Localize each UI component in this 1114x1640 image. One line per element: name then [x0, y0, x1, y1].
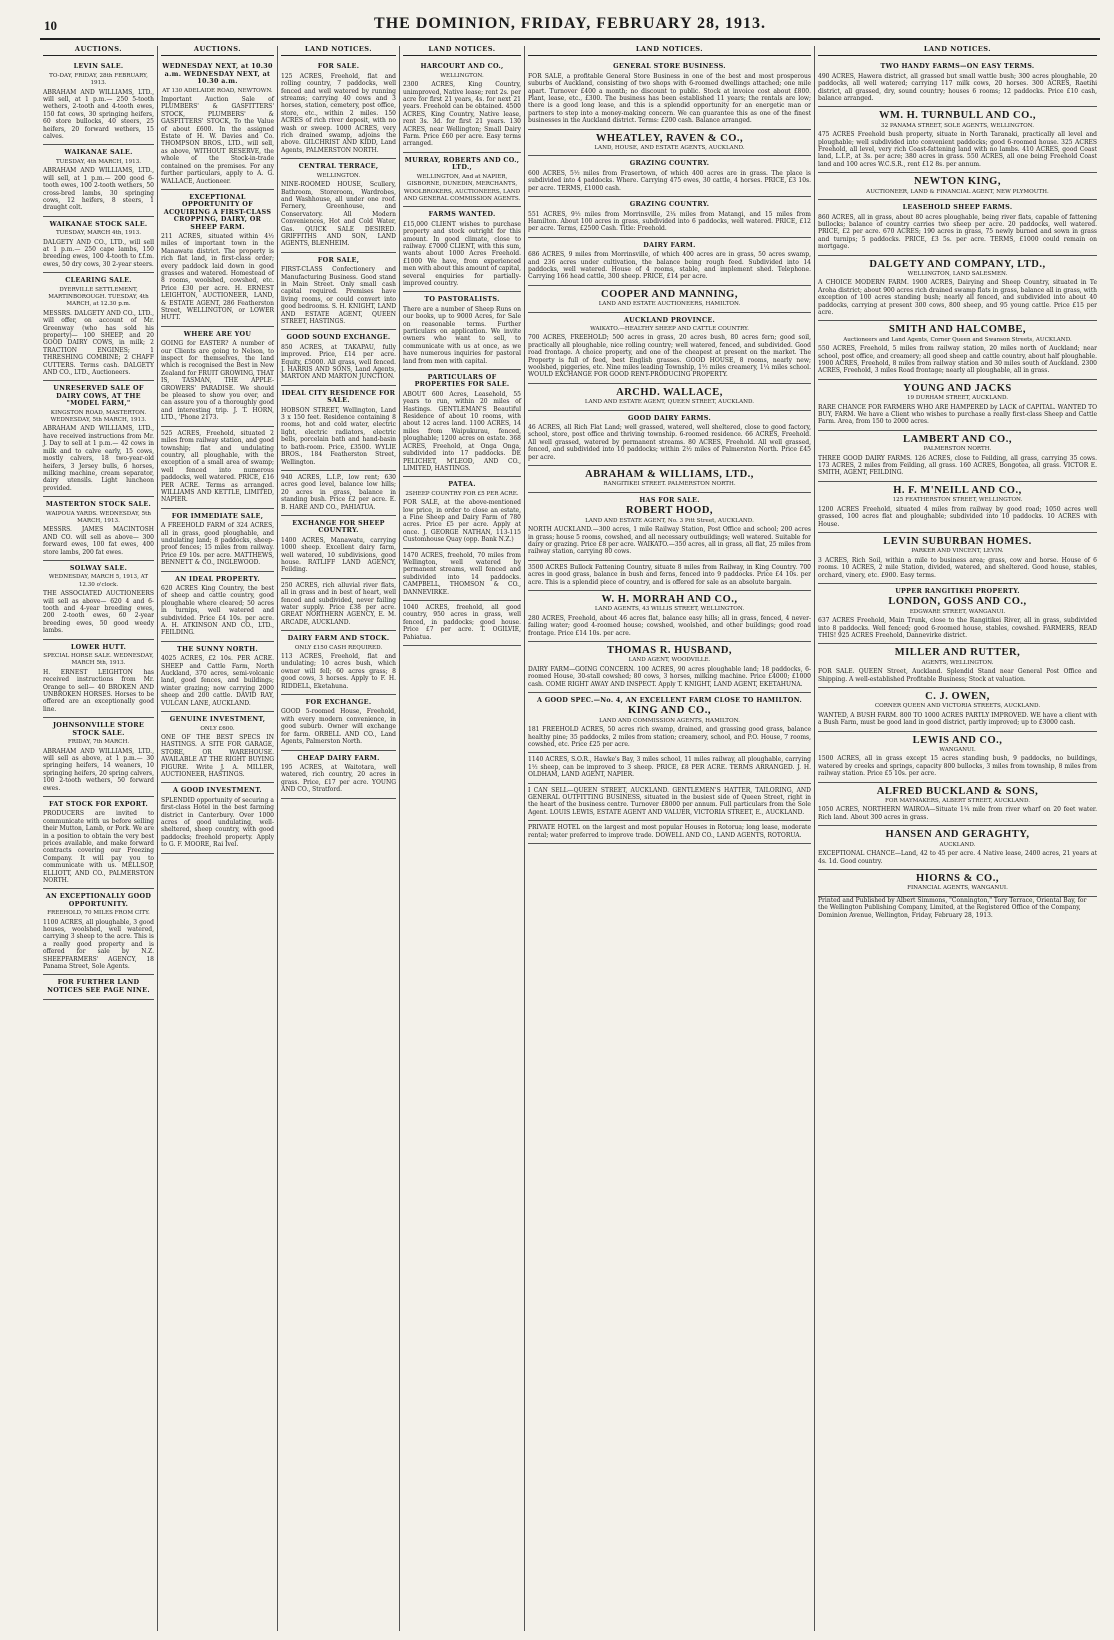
ad-heading: A GOOD SPEC.—No. 4, AN EXCELLENT FARM CLOSE TO HAMILTON.	[536, 696, 803, 704]
ad-subheading: TUESDAY, MARCH 4th, 1913.	[55, 230, 142, 237]
ad-heading: TO PASTORALISTS.	[424, 295, 500, 304]
advertisement	[403, 153, 521, 207]
ad-body: A CHOICE MODERN FARM. 1900 ACRES, Dairying and Sheep Country, situated in Te Aroha district; about 900 acres rich drained swamp flats in grass, balance all in grass, with exception of 100 acres standing bush; nearly all fenced, and subdivided into about 40 paddocks, carrying at present 300 cows, 800 sheep, and 95 young cattle. Price £15 per acre.	[818, 279, 1097, 316]
ad-heading: GENUINE INVESTMENT,	[169, 715, 266, 724]
ad-firm-name: THOMAS R. HUSBAND,	[606, 644, 733, 656]
ad-body: 620 ACRES King Country, the best of sheep and cattle country, good ploughable where cleared; 50 acres in turnips, well watered and subdivided. Price £4 10s. per acre. A. H. ATKINSON AND CO., LTD., FEILDING.	[161, 585, 274, 637]
ad-subheading: FREEHOLD, 70 MILES FROM CITY.	[47, 910, 150, 917]
ad-subheading: LAND AND COMMISSION AGENTS, HAMILTON.	[599, 717, 740, 724]
advertisement	[528, 197, 811, 238]
column-auctions-2	[158, 46, 278, 1631]
ad-subheading: LAND AGENT, WOODVILLE.	[628, 657, 711, 664]
ad-firm-name: ABRAHAM & WILLIAMS, LTD.,	[585, 469, 754, 481]
ad-heading: A GOOD INVESTMENT.	[173, 786, 262, 795]
ad-subheading: TUESDAY, 4th MARCH, 1913.	[55, 158, 142, 165]
advertisement	[818, 826, 1097, 870]
ad-firm-name: SMITH AND HALCOMBE,	[889, 324, 1026, 336]
ad-body: There are a number of Sheep Runs on our books, up to 9000 Acres, for Sale on reasonable terms. Further particulars on application. We invite owners who want to sell, to communicate with us at once, as we have numerous inquiries for pastoral land from men with capital.	[403, 305, 521, 365]
ad-body: FOR SALE, at the above-mentioned low price, in order to close an estate, a Fine Sheep and Dairy Farm of 780 acres. Price £5 per acre. Apply at once. J. GEORGE NATHAN, 113-115 Customhouse Quay (opp. Bank N.Z.)	[403, 499, 521, 544]
ad-heading: GENERAL STORE BUSINESS.	[613, 62, 726, 71]
ad-body: FIRST-CLASS Confectionery and Manufacturing Business. Good stand in Main Street. Only small cash capital required. Premises have living rooms, or could convert into good bedrooms. S. H. KNIGHT, LAND AND ESTATE AGENT, QUEEN STREET, HASTINGS.	[281, 266, 396, 325]
ad-body: 860 ACRES, all in grass, about 80 acres ploughable, being river flats, capable of fattening bullocks; balance of country carries two sheep per acre. 20 paddocks, well watered. PRICE, £2 per acre. 670 ACRES; 190 acres in grass, 75 newly burned and sown in grass and turnips; 5 paddocks. PRICE, £3 5s. per acre. TERMS, £1000 could remain on mortgage.	[818, 213, 1097, 251]
ad-heading: GRAZING COUNTRY.	[629, 200, 710, 209]
ad-body: ABRAHAM AND WILLIAMS, LTD., will sell as above, at 1 p.m.— 30 springing heifers, 14 weaners, 10 springing heifers, 20 spring calvers, 100 2-tooth wethers, 50 forward ewes.	[43, 747, 154, 792]
column-heading: LAND NOTICES.	[528, 46, 811, 56]
column-land-notices-wide	[525, 46, 815, 1631]
advertisement	[818, 256, 1097, 322]
ad-firm-name: HANSEN AND GERAGHTY,	[885, 829, 1030, 841]
ad-heading: CLEARING SALE.	[65, 276, 132, 285]
ad-body: 550 ACRES, Freehold, 5 miles from railway station, 20 miles north of Auckland; near school, post office, and creamery; all good sheep and cattle country, about half ploughable. 1900 ACRES, Freehold, 8 miles from railway station and 30 miles south of Auckland. 2300 ACRES, Freehold, 3 miles Road frontage; nearly all ploughable, all in grass.	[818, 345, 1097, 375]
page-title: THE DOMINION, FRIDAY, FEBRUARY 28, 1913.	[374, 15, 766, 32]
ad-body: 686 ACRES, 9 miles from Morrinsville, of which 400 acres are in grass, 50 acres swamp, and 236 acres under cultivation, the balance being rough feed. Subdivided into 14 paddocks, well watered. House of 4 rooms, stable, and implement shed. Telephone. Carrying 166 head cattle, 300 sheep. PRICE, £14 per acre.	[528, 251, 811, 281]
ad-body: ABRAHAM AND WILLIAMS, LTD., will sell, at 1 p.m.— 200 good 6-tooth ewes, 100 2-tooth wethers, 50 cross-bred lambs, 30 springing cows, 12 heifers, 8 steers, 1 draught colt.	[43, 167, 154, 212]
ad-heading: WEDNESDAY NEXT, at 10.30 a.m. WEDNESDAY NEXT, at 10.30 a.m.	[162, 62, 273, 86]
ad-body: 1500 ACRES, all in grass except 15 acres standing bush, 9 paddocks, no buildings, watered by creeks and springs, capacity 800 bullocks, 3 miles from township, 8 miles from railway station. Price £5 10s. per acre.	[818, 755, 1097, 778]
ad-subheading: AUCTIONEER, LAND & FINANCIAL AGENT, NEW PLYMOUTH.	[866, 188, 1049, 195]
advertisement	[818, 107, 1097, 173]
advertisement	[528, 466, 811, 493]
ad-heading: DAIRY FARM.	[643, 240, 696, 249]
ad-heading: EXCEPTIONAL OPPORTUNITY OF ACQUIRING A FIRST-CLASS CROPPING, DAIRY, OR SHEEP FARM.	[163, 192, 272, 231]
advertisement	[403, 207, 521, 292]
ad-body: PRIVATE HOTEL on the largest and most popular Houses in Rotorua; long lease, moderate rental; water preferred to improve trade. DOWELL AND CO., LAND AGENTS, ROTORUA.	[528, 824, 811, 839]
ad-heading: FARMS WANTED.	[428, 210, 496, 219]
ad-body: 125 ACRES, Freehold, flat and rolling country, 7 paddocks, well fenced and well watered by running streams; carrying 40 cows and 3 horses, station, cemetery, post office, store, etc., within 2 miles. 150 ACRES of rich river deposit, with no wash or sweep. 1000 ACRES, very rich drained swamp, adjoins the above. GILCHRIST AND KIDD, Land Agents, PALMERSTON NORTH.	[281, 72, 396, 154]
ad-heading: LEASEHOLD SHEEP FARMS.	[902, 203, 1013, 212]
advertisement	[528, 286, 811, 313]
advertisement	[161, 509, 274, 572]
page-number: 10	[44, 18, 57, 33]
ad-body: 1050 ACRES, NORTHERN WAIROA—Situate 1¼ mile from river wharf on 20 feet water. Rich land. About 300 acres in grass.	[818, 806, 1097, 821]
advertisement	[818, 59, 1097, 107]
ad-subheading: AUCKLAND.	[939, 841, 976, 848]
ad-body: 46 ACRES, all Rich Flat Land; well grassed, watered, well sheltered, close to good factory, school, store, post office and thriving township. 6-roomed residence. 66 ACRES, Freehold. All well grassed, watered by permanent streams. 80 ACRES, Freehold. All well grassed, fenced, and subdivided into 10 paddocks; within 2½ miles of Palmerston North. Price £45 per acre.	[528, 424, 811, 461]
ad-body: GOOD 5-roomed House, Freehold, with every modern convenience, in good suburb. Owner will exchange for farm. ORBELL AND CO., Land Agents, Palmerston North.	[281, 708, 396, 746]
advertisement	[818, 533, 1097, 584]
ad-body: I CAN SELL—QUEEN STREET, AUCKLAND. GENTLEMEN'S HATTER, TAILORING, AND GENERAL OUTFITTING BUSINESS, situated in the busiest side of Queen Street, right in the heart of the business centre. Turnover £8000 per annum. Full particulars from the Sole Agent. LOUIS LEWIS, ESTATE AGENT AND VALUER, VICTORIA STREET, E., AUCKLAND.	[528, 786, 811, 816]
ad-body: A FREEHOLD FARM of 324 ACRES, all in grass, good ploughable, and undulating land; 8 paddocks, sheep-proof fences; 15 miles from railway. Price £9 10s. per acre. MATTHEWS, BENNETT & CO., INGLEWOOD.	[161, 522, 274, 567]
ad-subheading: PARKER AND VINCENT, LEVIN.	[911, 548, 1004, 555]
ad-heading: MURRAY, ROBERTS AND CO., LTD.,	[404, 155, 520, 172]
ad-subheading: RANGITIKEI STREET. PALMERSTON NORTH.	[603, 481, 736, 488]
ad-body: ABRAHAM AND WILLIAMS, LTD., have received instructions from Mr. J. Day to sell at 1 p.m.— 42 cows in milk and to calve early, 15 cows, mostly calvers, 18 two-year-old heifers, 3 Jersey bulls, 6 horses, milking machine, cream separator, dairy utensils. Light luncheon provided.	[43, 425, 154, 492]
ad-body: ABOUT 600 Acres, Leasehold, 55 years to run, within 20 miles of Hastings. GENTLEMAN'S Beautiful Residence of about 10 rooms, with about 12 acres land. 1100 ACRES, 14 miles from Waipukurau, fenced, ploughable; 1200 acres on estate. 368 ACRES, Freehold, at Onga Onga, subdivided into 17 paddocks. DE PELICHET, M'LEOD, AND CO., LIMITED, HASTINGS.	[403, 390, 521, 472]
ad-heading: GRAZING COUNTRY.	[629, 159, 710, 168]
advertisement	[818, 783, 1097, 827]
ad-body: 700 ACRES, FREEHOLD; 500 acres in grass, 20 acres bush, 80 acres fern; good soil, practically all ploughable, nice rolling country; well watered, fenced, and subdivided. Good road frontage. A choice property, and one of the cheapest at present on the market. The Property is full of feed, best English grasses. GOOD HOUSE, 8 rooms, nearly new; woolshed, piggeries, etc. Nine miles leading Township, 1½ miles creamery, 1¼ miles school. WOULD EXCHANGE FOR GOOD RENT-PRODUCING PROPERTY.	[528, 334, 811, 379]
advertisement	[281, 59, 396, 159]
ad-body: 3500 ACRES Bullock Fattening Country, situate 8 miles from Railway, in King Country. 700 acres in good grass, balance in bush and ferns, fenced into 9 paddocks. Price £4 10s. per acre. This is a splendid piece of country, and is offered for sale as an absolute bargain.	[528, 563, 811, 586]
ad-subheading: LAND, HOUSE, AND ESTATE AGENTS, AUCKLAND.	[594, 145, 745, 152]
advertisement	[43, 217, 154, 273]
ad-body: £15,000 CLIENT wishes to purchase property and stock outright for this amount. In good climate, close to railway. £7000 CLIENT, with this sum, wants about 1000 Acres Freehold. £1000 We have, from experienced men with about this amount of capital, several enquiries for partially-improved country.	[403, 220, 521, 287]
ad-heading: HARCOURT AND CO.,	[420, 62, 504, 71]
ad-subheading: 125 FEATHERSTON STREET, WELLINGTON.	[892, 497, 1023, 504]
ad-heading: FOR IMMEDIATE SALE,	[171, 511, 264, 520]
advertisement	[281, 159, 396, 252]
advertisement	[818, 200, 1097, 255]
column-heading: AUCTIONS.	[161, 46, 274, 56]
ad-subheading: TO-DAY, FRIDAY, 28th FEBRUARY, 1913.	[49, 72, 148, 87]
advertisement	[161, 59, 274, 190]
imprint: Printed and Published by Albert Simmons, "Connington," Tory Terrace, Oriental Bay, for the Wellington Publishing Company, Limited, at the Registered Office of the Company, Dominion Avenue, Wellington, Friday, February 28, 1913.	[818, 896, 1087, 919]
ad-body: 1470 ACRES, freehold, 70 miles from Wellington, well watered by permanent streams, well fenced and subdivided into 14 paddocks. CAMPBELL, THOMSON & CO., DANNEVIRKE.	[403, 551, 521, 596]
ad-heading: FOR SALE,	[317, 255, 360, 264]
ad-subheading: FRIDAY, 7th MARCH.	[67, 739, 130, 746]
ad-subheading: 32 PANAMA STREET, SOLE AGENTS, WELLINGTON.	[881, 122, 1034, 129]
advertisement	[528, 313, 811, 384]
column-heading: LAND NOTICES.	[818, 46, 1097, 56]
advertisement	[281, 751, 396, 799]
ad-body: 1400 ACRES, Manawatu, carrying 1000 sheep. Excellent dairy farm, well watered, 10 subdivisions, good house. RATLIFF LAND AGENCY, Feilding.	[281, 536, 396, 574]
advertisement	[403, 292, 521, 370]
ad-subheading: 19 DURHAM STREET, AUCKLAND.	[906, 395, 1009, 402]
ad-subheading: ONLY £150 CASH REQUIRED.	[294, 644, 383, 651]
ad-heading: UNRESERVED SALE OF DAIRY COWS, AT THE "MODEL FARM,"	[53, 384, 144, 408]
column-heading: AUCTIONS.	[43, 46, 154, 56]
advertisement	[403, 601, 521, 646]
ad-body: DAIRY FARM—GOING CONCERN. 100 ACRES, 90 acres ploughable land; 18 paddocks, 6-roomed House, 30-stall cowshed; 80 cows, 3 horses, milking machine. Price £4000; £1000 cash. COME RIGHT AWAY AND INSPECT. Apply T. KNIGHT, LAND AGENT, EKETAHUNA.	[528, 665, 811, 688]
ad-heading: CENTRAL TERRACE,	[298, 162, 379, 171]
advertisement	[43, 718, 154, 797]
ad-subheading: LAND AND ESTATE AGENT, QUEEN STREET, AUCKLAND.	[584, 399, 755, 406]
advertisement	[403, 370, 521, 477]
ad-heading: IDEAL CITY RESIDENCE FOR SALE.	[281, 388, 396, 405]
ad-heading: CHEAP DAIRY FARM.	[297, 753, 380, 762]
ad-body: 600 ACRES, 5½ miles from Frasertown, of which 400 acres are in grass. The place is subdivided into 4 paddocks. Where. Carrying 475 ewes, 30 cattle, 4 horses. PRICE, £3 10s. per acre. TERMS, £1000 cash.	[528, 169, 811, 192]
ad-body: 637 ACRES Freehold, Main Trunk, close to the Rangitikei River, all in grass, subdivided into 8 paddocks. Well fenced; good 6-roomed house, stables, cowshed. FARMERS, READ THIS! 925 ACRES Freehold, Dannevirke district.	[818, 617, 1097, 639]
advertisement	[43, 561, 154, 640]
advertisement	[528, 493, 811, 561]
ad-heading: AUCKLAND PROVINCE.	[623, 315, 716, 324]
ad-firm-name: DALGETY AND COMPANY, LTD.,	[869, 258, 1046, 270]
advertisement	[43, 797, 154, 889]
ad-subheading: PALMERSTON NORTH.	[923, 446, 992, 453]
ad-body: 4025 ACRES, £2 10s. PER ACRE. SHEEP and Cattle Farm, North Auckland, 370 acres, semi-volcanic land, good fences, and buildings; winter grazing; now carrying 2000 sheep and 200 cattle. DAVID RAY, VULCAN LANE, AUCKLAND.	[161, 655, 274, 707]
advertisement	[528, 156, 811, 197]
ad-firm-name: ALFRED BUCKLAND & SONS,	[876, 785, 1039, 797]
ad-subheading: Auctioneers and Land Agents, Corner Queen and Swanson Streets, AUCKLAND.	[843, 336, 1072, 343]
ad-subheading: WANGANUI.	[939, 747, 976, 754]
advertisement	[43, 497, 154, 561]
advertisement	[528, 784, 811, 822]
ad-firm-name: W. H. MORRAH AND CO.,	[601, 593, 738, 605]
column-auctions-1	[40, 46, 158, 1631]
advertisement	[43, 640, 154, 719]
ad-firm-name: NEWTON KING,	[914, 176, 1001, 188]
advertisement	[43, 975, 154, 1000]
ad-body: NORTH AUCKLAND.—300 acres, 1 mile Railway Station, Post Office and school; 200 acres in grass; house 5 rooms, cowshed, and all necessary outbuildings; well watered. Suitable for dairy or grazing. Price £8 per acre. WAIKATO.—350 acres, all in grass, all flat, 25 miles from railway station, carrying 80 cows.	[528, 526, 811, 556]
ad-heading: LOWER HUTT.	[70, 642, 127, 651]
advertisement	[528, 821, 811, 844]
ad-subheading: WELLINGTON.	[316, 172, 361, 179]
advertisement	[161, 783, 274, 853]
column-heading: LAND NOTICES.	[403, 46, 521, 56]
ad-firm-name: H. F. M'NEILL AND CO.,	[893, 484, 1022, 496]
advertisement	[161, 190, 274, 327]
ad-body: 850 ACRES, at TAKAPAU, fully improved. Price, £14 per acre. Equity, £5000. All grass, well fenced. J. HARRIS AND SONS, Land Agents, MARTON AND MARTON JUNCTION.	[281, 343, 396, 381]
advertisement	[43, 273, 154, 381]
ad-heading: DAIRY FARM AND STOCK.	[287, 634, 390, 643]
ad-body: SPLENDID opportunity of securing a first-class Hotel in the best farming district in Canterbury. Over 1000 acres of good undulating, well-sheltered, sheep country, with good paddocks; freehold property. Apply to G. F. MOORE, Rai Ivel.	[161, 796, 274, 849]
ad-body: 280 ACRES, Freehold, about 46 acres flat, balance easy hills; all in grass, fenced, 4 never-failing water; good 4-roomed house; cowshed, woolshed, and other buildings; good road frontage. Price £14 10s. per acre.	[528, 614, 811, 637]
ad-firm-name: COOPER AND MANNING,	[601, 288, 738, 300]
column-heading: LAND NOTICES.	[281, 46, 396, 56]
ad-heading: AN EXCEPTIONALLY GOOD OPPORTUNITY.	[45, 892, 152, 908]
ad-firm-name: LEWIS AND CO.,	[912, 734, 1003, 746]
column-land-notices-2	[400, 46, 525, 1631]
ad-body: 2300 ACRES, King Country, unimproved, Native lease; rent 2s. per acre for first 21 years, 4s. for next 21 years. Freehold can be obtained. 4500 ACRES, King Country, Native lease, rent 3s. 3d. for first 21 years. 130 ACRES, near Wellington; Small Dairy Farm. Price £60 per acre. Easy terms arranged.	[403, 81, 521, 148]
ad-body: 181 FREEHOLD ACRES, 50 acres rich swamp, drained, and grassing good grass, balance healthy pine; 35 paddocks, 2 miles from station; creamery, school, and P.O. House, 7 rooms, cowshed, etc. Price £25 per acre.	[528, 726, 811, 749]
advertisement	[818, 584, 1097, 644]
advertisement	[818, 380, 1097, 431]
ad-heading: SOLWAY SALE.	[69, 563, 128, 572]
advertisement	[528, 59, 811, 129]
ad-subheading: CORNER QUEEN AND VICTORIA STREETS, AUCKLAND.	[874, 703, 1041, 710]
advertisement	[528, 561, 811, 591]
ad-firm-name: YOUNG AND JACKS	[903, 382, 1012, 394]
ad-subheading: SPECIAL HORSE SALE. WEDNESDAY, MARCH 5th, 1913.	[43, 653, 154, 667]
ad-subheading: FINANCIAL AGENTS, WANGANUI.	[907, 885, 1008, 892]
ad-firm-name: MILLER AND RUTTER,	[894, 647, 1021, 659]
ad-body: 195 ACRES, at Waitotara, well watered, rich country, 20 acres in grass. Price, £17 per acre. YOUNG AND CO., Stratford.	[281, 763, 396, 794]
ad-heading: GOOD DAIRY FARMS.	[628, 413, 711, 422]
ad-body: 1040 ACRES, freehold, all good country, 950 acres in grass, well fenced, in paddocks; good house. Price £7 per acre. T. OGILVIE, Pahiatua.	[403, 604, 521, 641]
advertisement	[281, 579, 396, 631]
ad-body: 1100 ACRES, all ploughable, 3 good houses, woolshed, well watered, carrying 3 sheep to the acre. This is a really good property and is offered for sale by N.Z. SHEEPFARMERS' AGENCY, 18 Panama Street, Sole Agents.	[43, 918, 154, 971]
advertisement	[528, 130, 811, 157]
advertisement	[281, 516, 396, 579]
advertisement	[161, 712, 274, 783]
advertisement	[281, 330, 396, 385]
ad-body: 3 ACRES, Rich Soil, within a mile to business area; grass, cow and horse. House of 6 rooms. 10 ACRES, 2 mile Station, divided, watered, and sheltered. Good house, stables, orchard, vinery, etc. £900. Easy terms.	[818, 556, 1097, 579]
ad-body: MESSRS. JAMES MACINTOSH AND CO. will sell as above— 300 forward ewes, 100 fat ewes, 400 store lambs, 200 fat ewes.	[43, 526, 154, 556]
ad-heading: AN IDEAL PROPERTY.	[175, 574, 260, 583]
ad-subheading: WAIPOUA YARDS. WEDNESDAY, 5th MARCH, 1913.	[46, 510, 151, 524]
advertisement	[43, 59, 154, 145]
advertisement	[818, 173, 1097, 200]
ad-firm-name: ROBERT HOOD,	[625, 505, 714, 517]
ad-body: THREE GOOD DAIRY FARMS. 126 ACRES, close to Feilding, all grass, carrying 35 cows. 173 ACRES, 2 miles from Feilding, all grass. 160 ACRES, Bongotea, all grass. VICTOR E. SMITH, AGENT, FEILDING.	[818, 454, 1097, 477]
ad-body: 211 ACRES, situated within 4½ miles of important town in the Manawatu district. The property is rich flat land, in first-class order; every paddock laid down in good grasses and watered. Homestead of 8 rooms, woolshed, cowshed, etc. Price £30 per acre. H. ERNEST LEIGHTON, AUCTIONEER, LAND, & ESTATE AGENT, 286 Featherston Street, WELLINGTON, or LOWER HUTT.	[161, 232, 274, 322]
ad-firm-name: KING AND CO.,	[628, 705, 711, 717]
ad-heading: LEVIN SALE.	[73, 62, 124, 71]
ad-body: 940 ACRES, L.I.P., low rent; 630 acres good level, balance low hills; 20 acres in grass, balance in standing bush. Price £2 per acre. E. B. HARE AND CO., PAHIATUA.	[281, 473, 396, 511]
column-land-notices-right	[815, 46, 1100, 1631]
ad-subheading: LAND AGENTS, 43 WILLIS STREET, WELLINGTON.	[594, 606, 745, 613]
ad-body: NINE-ROOMED HOUSE, Scullery, Bathroom, Storeroom, Wardrobes, and Washhouse, all under one roof. Fernery, Greenhouse, and Conservatory. All Modern Conveniences, Hot and Cold Water, Gas. QUICK SALE DESIRED. GRIFFITHS AND SON, LAND AGENTS, BLENHEIM.	[281, 181, 396, 248]
advertisement	[818, 431, 1097, 482]
ad-subheading: KINGSTON ROAD, MASTERTON. WEDNESDAY, 5th MARCH, 1913.	[50, 409, 147, 424]
advertisement	[403, 477, 521, 548]
advertisement	[43, 381, 154, 497]
advertisement	[43, 145, 154, 216]
advertisement	[528, 642, 811, 693]
ad-body: 113 ACRES, Freehold, flat and undulating; 10 acres bush, which owner will fell; 60 acres grass; 8 good cows, 3 horses. Apply to F. H. RIDDELL, Eketahuna.	[281, 653, 396, 690]
ad-firm-name: LAMBERT AND CO.,	[903, 433, 1012, 445]
ad-subheading: LAND AND ESTATE AGENT, No. 3 Pitt Street, AUCKLAND.	[585, 517, 754, 524]
advertisement	[281, 386, 396, 471]
advertisement	[161, 327, 274, 427]
ad-subheading: WAIKATO.—HEALTHY SHEEP AND CATTLE COUNTRY.	[590, 325, 749, 332]
advertisement	[403, 59, 521, 152]
ad-heading: FAT STOCK FOR EXPORT.	[48, 799, 149, 808]
ad-body: ONE OF THE BEST SPECS IN HASTINGS. A SITE FOR GARAGE, STORE, OR WAREHOUSE. AVAILABLE AT THE RIGHT BUYING FIGURE. Write J. A. MILLER, AUCTIONEER, HASTINGS.	[161, 733, 274, 778]
ad-heading: MASTERTON STOCK SALE.	[45, 500, 152, 509]
advertisement	[528, 591, 811, 642]
ad-subheading: DYERVILLE SETTLEMENT, MARTINBOROUGH. TUESDAY, 4th MARCH, at 12.30 p.m.	[48, 286, 149, 308]
advertisement	[403, 549, 521, 601]
advertisement	[818, 732, 1097, 783]
ad-subheading: AGENTS, WELLINGTON.	[921, 659, 994, 666]
ad-body: 250 ACRES, rich alluvial river flats, all in grass and in best of heart, well fenced and subdivided, never failing water supply. Price £38 per acre. GREAT NORTHERN AGENCY, E. M. ARCADE, AUCKLAND.	[281, 581, 396, 626]
advertisement	[161, 572, 274, 642]
ad-subheading: EDGWARE STREET, WANGANUI.	[909, 608, 1006, 615]
ad-firm-name: WHEATLEY, RAVEN & CO.,	[595, 132, 744, 144]
ad-heading: FOR EXCHANGE.	[305, 698, 372, 707]
advertisement	[43, 889, 154, 975]
ad-body: HOBSON STREET, Wellington, Land 3 x 150 feet. Residence containing 8 rooms, hot and cold water, electric light, electric radiators, electric bells, porcelain bath and hand-basin to bath-room. Price, £3500. WYLIE BROS., 184 Featherston Street, Wellington.	[281, 406, 396, 466]
advertisement	[818, 482, 1097, 533]
advertisement	[818, 870, 1097, 897]
advertisement	[528, 411, 811, 466]
ad-body: EXCEPTIONAL CHANCE—Land, 42 to 45 per acre. 4 Native lease, 2400 acres, 21 years at 4s. 1d. Good country.	[818, 850, 1097, 865]
advertisement	[161, 427, 274, 509]
ad-heading: WAIKANAE SALE.	[64, 148, 133, 157]
ad-heading: WHERE ARE YOU	[183, 329, 252, 338]
ad-body: 475 ACRES Freehold bush property, situate in North Taranaki, practically all level and ploughable; well subdivided into convenient paddocks; good 6-roomed house. 325 ACRES Freehold, all level, very rich Coast-fattening land with no lambs. 410 ACRES, good Coast land, L.I.P., at 3s. per acre; 380 acres in grass. 550 ACRES, all one being Freehold Coast land and 100 acres W.C.S.R., rent £12 8s. per annum.	[818, 131, 1097, 168]
ad-body: FOR SALE. QUEEN Street, Auckland. Splendid Stand near General Post Office and Shipping. A well-established Profitable Business; Stock at valuation.	[818, 668, 1097, 683]
ad-subheading: WELLINGTON.	[440, 72, 484, 79]
ad-body: GOING for EASTER? A number of our Clients are going to Nelson, to inspect for themselves, the land which is recognised the Best in New Zealand for FRUIT GROWING, THAT IS, TASMAN, THE APPLE-GROWERS' PARADISE. We should be pleased to show you over, and can assure you of a thoroughly good and interesting trip. J. T. HORN, LTD., 'Phone 2173.	[161, 340, 274, 422]
ad-body: THE ASSOCIATED AUCTIONEERS will sell as above— 620 4 and 6-tooth and 4-year breeding ewes, 200 2-tooth ewes, 60 2-year breeding ewes, 50 good weedy lambs.	[43, 590, 154, 635]
ad-subheading: ONLY £600.	[200, 725, 235, 732]
advertisement	[281, 631, 396, 695]
ad-subheading: FOR MAYMAKERS, ALBERT STREET, AUCKLAND.	[884, 798, 1031, 805]
ad-body: H. ERNEST LEIGHTON has received instructions from Mr. Orange to sell— 40 BROKEN AND UNBROKEN HORSES. Horses to be offered are an exceptionally good line.	[43, 668, 154, 713]
advertisement	[528, 753, 811, 783]
advertisement	[528, 384, 811, 411]
advertisement	[281, 253, 396, 331]
ad-body: MESSRS. DALGETY AND CO., LTD., will offer, on account of Mr. Greenway (who has sold his property)— 100 SHEEP, and 20 GOOD DAIRY COWS, in milk; 2 TRACTION ENGINES; 1 THRESHING COMBINE; 2 CHAFF CUTTERS. Terms cash. DALGETY AND CO., LTD., Auctioneers.	[43, 309, 154, 377]
ad-firm-name: HIORNS & CO.,	[916, 872, 999, 884]
ad-firm-name: LEVIN SUBURBAN HOMES.	[883, 535, 1032, 547]
advertisement	[161, 642, 274, 712]
advertisement	[818, 321, 1097, 379]
ad-body: 1140 ACRES, S.O.R., Hawke's Bay, 3 miles school, 11 miles railway, all ploughable, carrying 1½ sheep, can be improved to 3 sheep. PRICE, £8 PER ACRE. TERMS ARRANGED. J. H. OLDHAM, LAND AGENT, NAPIER.	[528, 756, 811, 779]
advertisement	[818, 644, 1097, 688]
ad-body: ABRAHAM AND WILLIAMS, LTD., will sell, at 1 p.m.— 250 5-tooth wethers, 2-tooth and 4-tooth ewes, 150 fat cows, 30 springing heifers, 60 store bullocks, 40 steers, 25 heifers, 20 forward wethers, 15 calves.	[43, 88, 154, 141]
ad-subheading: LAND AND ESTATE AUCTIONEERS, HAMILTON.	[598, 301, 741, 308]
ad-heading: EXCHANGE FOR SHEEP COUNTRY.	[292, 518, 385, 535]
ad-firm-name: LONDON, GOSS AND CO.,	[888, 596, 1027, 608]
masthead	[40, 15, 1100, 40]
advertisement	[818, 688, 1097, 732]
ad-body: RARE CHANCE FOR FARMERS WHO ARE HAMPERED by LACK of CAPITAL. WANTED TO BUY, FARM. We have a Client who wishes to purchase a really first-class Sheep and Cattle Farm. Area, from 150 to 2000 acres.	[818, 403, 1097, 426]
ad-heading: GOOD SOUND EXCHANGE.	[286, 333, 391, 342]
ad-subheading: AT 130 ADELAIDE ROAD, NEWTOWN.	[162, 87, 273, 94]
ad-body: WANTED, A BUSH FARM. 800 TO 1000 ACRES PARTLY IMPROVED. WE have a client with a Bush Farm, must be good land in good district, partly improved; up to £3000 cash.	[818, 711, 1097, 727]
advertisement	[281, 695, 396, 750]
ad-subheading: 2SHEEP COUNTRY FOR £5 PER ACRE.	[405, 490, 519, 497]
ad-body: DALGETY AND CO., LTD., will sell at 1 p.m.— 250 cape lambs, 150 breeding ewes, 100 4-tooth to f.f.m. ewes, 50 dry cows, 30 2-year steers.	[43, 238, 154, 268]
ad-heading: THE SUNNY NORTH.	[177, 644, 258, 653]
advertisement	[281, 471, 396, 516]
ad-heading: FOR FURTHER LAND NOTICES SEE PAGE NINE.	[47, 978, 150, 994]
ad-heading: JOHNSONVILLE STORE STOCK SALE.	[52, 721, 145, 737]
ad-heading: PATEA.	[448, 480, 476, 489]
ad-heading: FOR SALE.	[317, 62, 360, 71]
ad-body: PRODUCERS are invited to communicate with us before selling their Mutton, Lamb, or Pork. We are in a position to obtain the very best prices available, and make forward contracts covering our Freezing Company. It will pay you to communicate with us. MELLSOP, ELLIOTT, AND CO., PALMERSTON NORTH.	[43, 810, 154, 884]
ad-firm-name: WM. H. TURNBULL AND CO.,	[878, 110, 1037, 122]
advertisement	[528, 238, 811, 286]
ad-heading: HAS FOR SALE.	[639, 495, 700, 504]
ad-body: 551 ACRES, 9½ miles from Morrinsville, 2¼ miles from Matangi, and 15 miles from Hamilton. About 100 acres in grass, subdivided into 6 paddocks, well watered. PRICE, £12 per acre. Terms, £2500 Cash. Title: Freehold.	[528, 210, 811, 233]
ad-body: FOR SALE, a profitable General Store Business in one of the best and most prosperous suburbs of Auckland, consisting of two shops with 6-roomed dwellings attached; one mile apart. Turnover £400 a month; no discount to public. Stock at invoice cost about £800. Plant, lease, etc., £300. The business has been established 11 years; the rentals are low; there is a good long lease, and this is a splendid opportunity for an energetic man or partners to step into a money-making concern. We can guarantee this as one of the finest businesses in the Auckland district. Terms: £200 cash. Balance arranged.	[528, 72, 811, 125]
ad-body: 1200 ACRES Freehold, situated 4 miles from railway by good road; 1050 acres well grassed, 100 acres flat and ploughable; subdivided into 10 paddocks. 10 ACRES with House.	[818, 505, 1097, 528]
ad-heading: UPPER RANGITIKEI PROPERTY.	[895, 586, 1020, 595]
ad-firm-name: C. J. OWEN,	[925, 691, 990, 702]
ad-subheading: WEDNESDAY, MARCH 5, 1913, AT 12.30 o'clock.	[48, 574, 149, 588]
ad-firm-name: ARCHD. WALLACE,	[616, 386, 723, 398]
ad-subheading: WELLINGTON, And at NAPIER, GISBORNE, DUNEDIN, MERCHANTS, WOOLBROKERS, AUCTIONEERS, LAND AND GENERAL COMMISSION AGENTS.	[403, 173, 521, 202]
advertisement	[528, 693, 811, 753]
ad-body: Important Auction Sale of PLUMBERS' & GASFITTERS' STOCK, PLUMBERS' & GASFITTERS' STOCK, To the Value of about £600. In the assigned Estate of H. W. Davies and Co. THOMPSON BROS., LTD., will sell, as above, WITHOUT RESERVE, the whole of the Stock-in-trade contained on the premises. For any further particulars, apply to A. G. WALLACE, Auctioneer.	[161, 96, 274, 185]
ad-body: 525 ACRES, Freehold, situated 2 miles from railway station, and good township; flat and undulating country, all ploughable, with the exception of a small area of swamp; well fenced into numerous paddocks, well watered. PRICE, £16 PER ACRE. Terms as arranged. WILLIAMS AND KETTLE, LIMITED, NAPIER.	[161, 429, 274, 504]
ad-heading: WAIKANAE STOCK SALE.	[49, 219, 148, 228]
ad-body: 490 ACRES, Hawera district, all grassed but small wattle bush; 300 acres ploughable, 20 paddocks, all well watered; carrying 117 milk cows, 20 horses. 300 ACRES, Raetihi district, all grassed, dry, sound country; houses 6 rooms; 12 paddocks. Price £10 cash, balance arranged.	[818, 72, 1097, 103]
ad-heading: TWO HANDY FARMS—ON EASY TERMS.	[880, 62, 1035, 71]
ad-heading: PARTICULARS OF PROPERTIES FOR SALE.	[414, 373, 510, 389]
ad-subheading: WELLINGTON, LAND SALESMEN.	[907, 270, 1008, 277]
column-land-notices-1	[278, 46, 400, 1631]
